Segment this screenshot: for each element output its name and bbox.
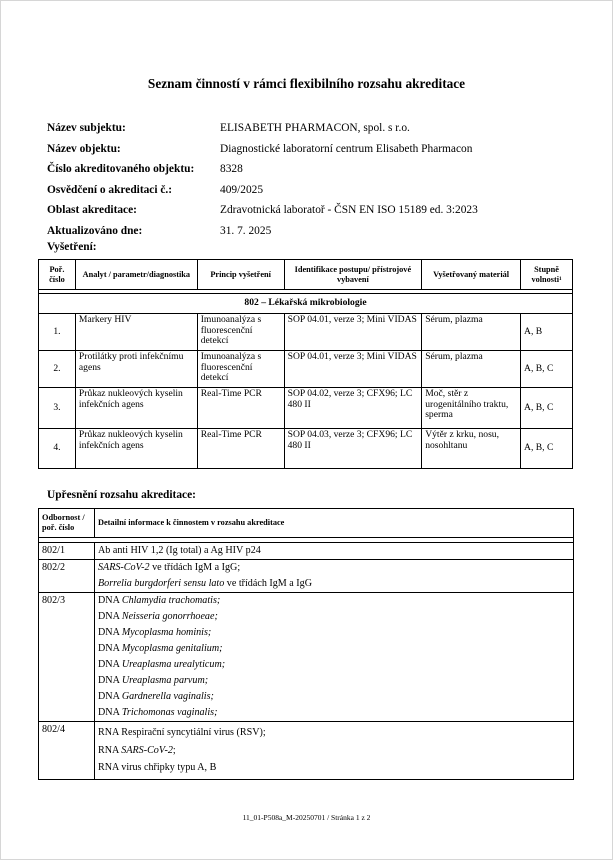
header-analyte: Analyt / parametr/diagnostika <box>75 260 197 290</box>
row-analyte: Průkaz nukleových kyselin infekčních agens <box>75 429 197 469</box>
meta-value: ELISABETH PHARMACON, spol. s r.o. <box>220 122 410 134</box>
row-procedure: SOP 04.03, verze 3; CFX96; LC 480 II <box>284 429 422 469</box>
page-footer: 11_01-P508a_M-20250701 / Stránka 1 z 2 <box>242 813 371 822</box>
detail-line: DNA Mycoplasma hominis; <box>98 627 212 638</box>
row-num: 3. <box>39 388 76 429</box>
row-principle: Imunoanalýza s fluorescenční detekcí <box>197 314 284 351</box>
table-row <box>39 593 574 722</box>
table-row <box>39 388 573 429</box>
row-num: 2. <box>39 351 76 388</box>
detail-line: Borrelia burgdorferi sensu lato ve třídách IgM a IgG <box>98 578 312 589</box>
organism-name: SARS-CoV-2 <box>98 562 150 573</box>
examination-table <box>38 259 573 469</box>
table-row <box>39 351 573 388</box>
detail-line: RNA SARS-CoV-2; <box>98 744 176 756</box>
subject-name-row <box>47 121 478 142</box>
detail-line: DNA Ureaplasma urealyticum; <box>98 659 226 670</box>
row-material: Výtěr z krku, nosu, nosohltanu <box>422 429 521 469</box>
row-detail <box>95 560 574 593</box>
organism-name: Borrelia burgdorferi sensu lato <box>98 578 225 589</box>
row-procedure: SOP 04.01, verze 3; Mini VIDAS <box>284 314 422 351</box>
detail-line: DNA Ureaplasma parvum; <box>98 675 209 686</box>
row-analyte: Markery HIV <box>75 314 197 351</box>
row-detail <box>95 593 574 722</box>
header-principle: Princip vyšetření <box>197 260 284 290</box>
row-detail <box>95 543 574 560</box>
scope-header-row <box>39 509 574 538</box>
detail-line: DNA Gardnerella vaginalis; <box>98 691 214 702</box>
meta-value: 8328 <box>220 163 243 176</box>
meta-label: Oblast akreditace: <box>47 204 137 217</box>
header-degree: Stupně volnosti¹ <box>521 260 573 290</box>
row-code: 802/2 <box>39 560 95 593</box>
table-row <box>39 314 573 351</box>
row-procedure: SOP 04.02, verze 3; CFX96; LC 480 II <box>284 388 422 429</box>
meta-value: 409/2025 <box>220 183 264 196</box>
detail-line: DNA Chlamydia trachomatis; <box>98 595 221 606</box>
row-material: Sérum, plazma <box>422 314 521 351</box>
detail-line: RNA Respirační syncytiální virus (RSV); <box>98 727 266 738</box>
header-procedure: Identifikace postupu/ přístrojové vybavení <box>284 260 422 290</box>
row-analyte: Protilátky proti infekčnímu agens <box>75 351 197 388</box>
examination-heading: Vyšetření: <box>47 241 97 253</box>
row-degree: A, B <box>521 314 573 351</box>
row-principle: Real-Time PCR <box>197 388 284 429</box>
row-code: 802/4 <box>39 722 95 780</box>
meta-label: Aktualizováno dne: <box>47 224 143 237</box>
examination-header-row <box>39 260 573 290</box>
header-code: Odbornost / poř. číslo <box>39 509 95 538</box>
header-detail: Detailní informace k činnostem v rozsahu akreditace <box>95 509 574 538</box>
table-row <box>39 722 574 780</box>
row-principle: Imunoanalýza s fluorescenční detekcí <box>197 351 284 388</box>
header-material: Vyšetřovaný materiál <box>422 260 521 290</box>
table-row <box>39 543 574 560</box>
meta-label: Název subjektu: <box>47 122 126 134</box>
row-material: Sérum, plazma <box>422 351 521 388</box>
document-title: Seznam činností v rámci flexibilního rozsahu akreditace <box>147 76 466 91</box>
meta-value: Zdravotnická laboratoř - ČSN EN ISO 15189 ed. 3:2023 <box>220 204 478 217</box>
updated-row <box>47 224 478 245</box>
scope-heading: Upřesnění rozsahu akreditace: <box>47 489 196 501</box>
detail-line: DNA Mycoplasma genitalium; <box>98 643 223 654</box>
row-degree: A, B, C <box>521 351 573 388</box>
object-number-row <box>47 162 478 183</box>
scope-detail-table <box>38 508 574 780</box>
meta-label: Osvědčení o akreditaci č.: <box>47 183 173 196</box>
row-degree: A, B, C <box>521 429 573 469</box>
category-label: 802 – Lékařská mikrobiologie <box>39 294 573 314</box>
row-num: 1. <box>39 314 76 351</box>
row-principle: Real-Time PCR <box>197 429 284 469</box>
row-material: Moč, stěr z urogenitálního traktu, sperma <box>422 388 521 429</box>
meta-label: Číslo akreditovaného objektu: <box>47 163 195 176</box>
accreditation-area-row <box>47 203 478 224</box>
row-degree: A, B, C <box>521 388 573 429</box>
detail-line: SARS-CoV-2 ve třídách IgM a IgG; <box>98 562 241 573</box>
detail-line: DNA Neisseria gonorrhoeae; <box>98 611 218 622</box>
row-num: 4. <box>39 429 76 469</box>
certificate-row <box>47 183 478 204</box>
table-row <box>39 429 573 469</box>
meta-value: 31. 7. 2025 <box>220 224 272 237</box>
category-row <box>39 294 573 314</box>
meta-label: Název objektu: <box>47 142 121 155</box>
detail-line: DNA Trichomonas vaginalis; <box>98 707 218 718</box>
meta-value: Diagnostické laboratorní centrum Elisabeth Pharmacon <box>220 142 473 155</box>
row-procedure: SOP 04.01, verze 3; Mini VIDAS <box>284 351 422 388</box>
detail-line: Ab anti HIV 1,2 (Ig total) a Ag HIV p24 <box>98 545 261 556</box>
row-code: 802/3 <box>39 593 95 722</box>
row-detail <box>95 722 574 780</box>
header-num: Poř. číslo <box>39 260 76 290</box>
detail-line: RNA virus chřipky typu A, B <box>98 762 217 773</box>
row-analyte: Průkaz nukleových kyselin infekčních agens <box>75 388 197 429</box>
row-code: 802/1 <box>39 543 95 560</box>
table-row <box>39 560 574 593</box>
subject-info <box>47 121 478 245</box>
object-name-row <box>47 142 478 163</box>
